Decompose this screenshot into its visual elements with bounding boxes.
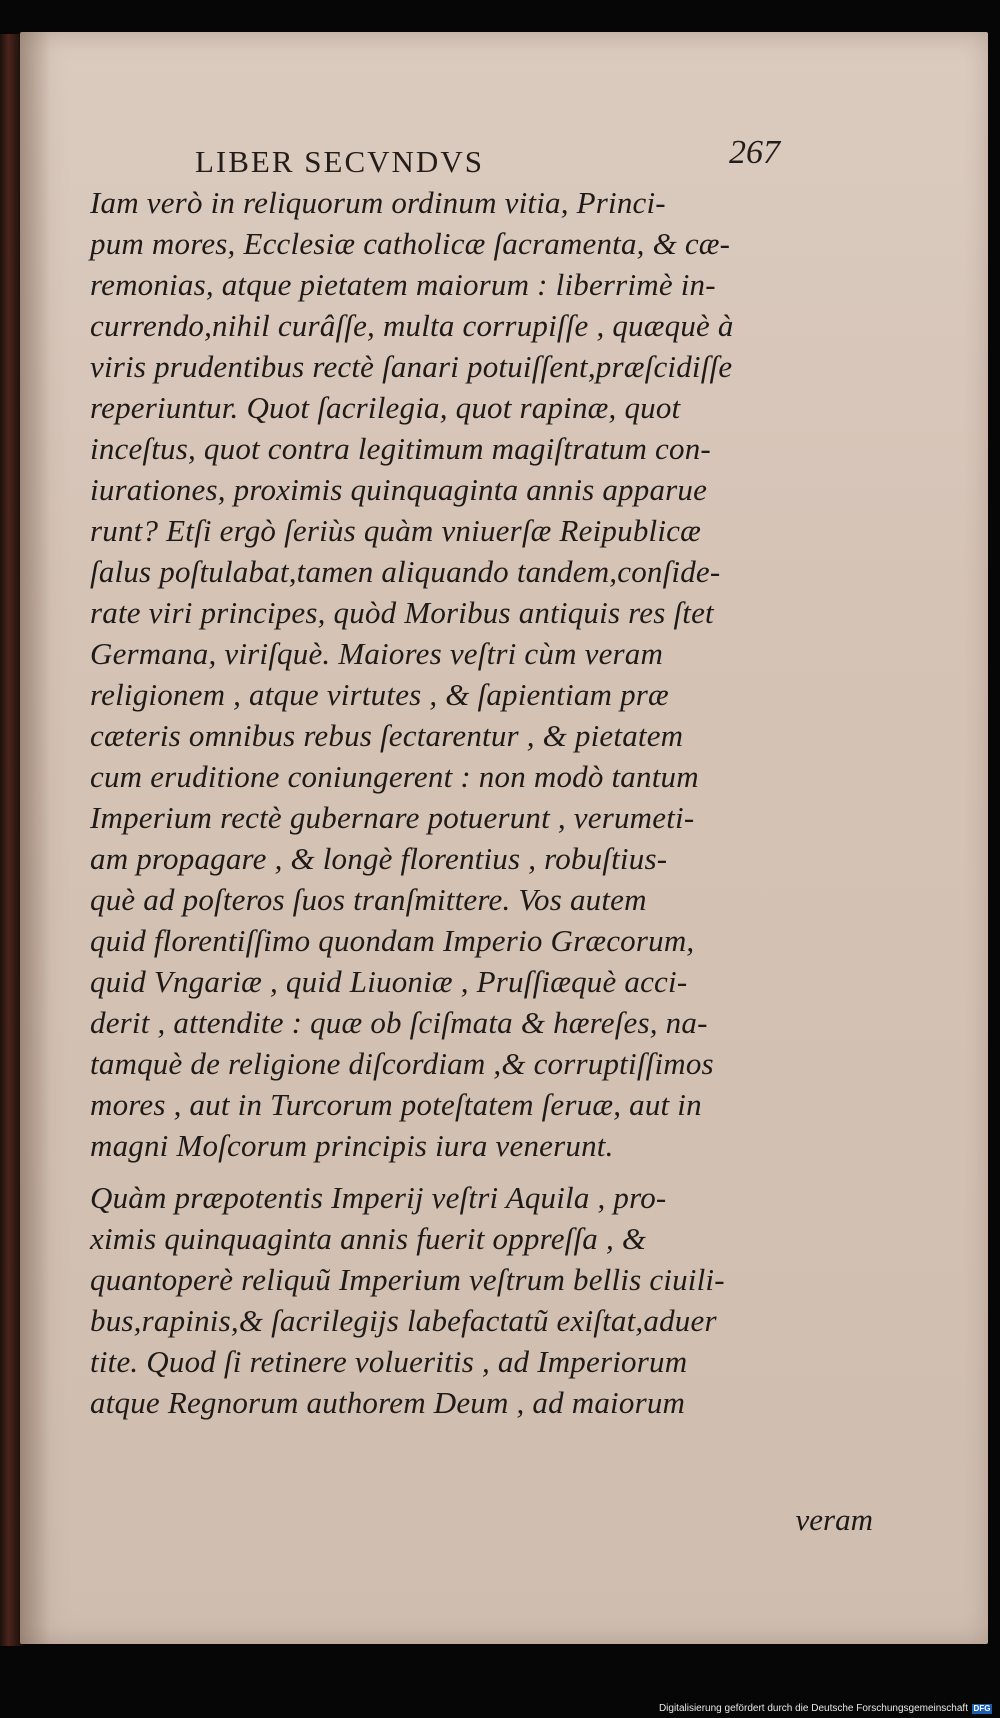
text-line: Quàm præpotentis Imperij veſtri Aquila , pro-	[90, 1180, 667, 1215]
text-line: mores , aut in Turcorum poteſtatem ſeruæ, aut in	[90, 1087, 702, 1122]
running-head	[195, 134, 835, 184]
text-line: Germana, viriſquè. Maiores veſtri cùm veram	[90, 636, 664, 671]
book-page	[20, 32, 988, 1644]
text-line: derit , attendite : quæ ob ſciſmata & hæreſes, na-	[90, 1005, 708, 1040]
text-line: atque Regnorum authorem Deum , ad maiorum	[90, 1385, 686, 1420]
text-line: remonias, atque pietatem maiorum : liberrimè in-	[90, 267, 716, 302]
text-line: viris prudentibus rectè ſanari potuiſſent,præſcidiſſe	[90, 349, 733, 384]
text-line: reperiuntur. Quot ſacrilegia, quot rapinæ, quot	[90, 390, 681, 425]
catchword: veram	[795, 1502, 873, 1537]
body-text	[90, 182, 850, 1562]
page-number: 267	[729, 134, 780, 171]
text-line: ſalus poſtulabat,tamen aliquando tandem,conſide-	[90, 554, 721, 589]
text-line: am propagare , & longè florentius , robuſtius-	[90, 841, 668, 876]
footer-credit-text: Digitalisierung gefördert durch die Deutsche Forschungsgemeinschaft	[658, 1703, 968, 1714]
text-line: cum eruditione coniungerent : non modò tantum	[90, 759, 699, 794]
running-title: LIBER SECVNDVS	[195, 144, 484, 179]
text-line: cæteris omnibus rebus ſectarentur , & pietatem	[90, 718, 684, 753]
text-line: inceſtus, quot contra legitimum magiſtratum con-	[90, 431, 711, 466]
text-line: què ad poſteros ſuos tranſmittere. Vos autem	[90, 882, 647, 917]
footer-credit	[659, 1703, 992, 1714]
text-line: currendo,nihil curâſſe, multa corrupiſſe , quæquè à	[90, 308, 734, 343]
text-line: bus,rapinis,& ſacrilegijs labefactatũ exiſtat,aduer	[90, 1303, 717, 1338]
text-line: quantoperè reliquũ Imperium veſtrum bellis ciuili-	[90, 1262, 725, 1297]
text-line: ximis quinquaginta annis fuerit oppreſſa , &	[90, 1221, 647, 1256]
text-line: iurationes, proximis quinquaginta annis apparue	[90, 472, 708, 507]
text-line: quid florentiſſimo quondam Imperio Græcorum,	[90, 923, 695, 958]
text-line: tamquè de religione diſcordiam ,& corruptiſſimos	[90, 1046, 714, 1081]
text-line: religionem , atque virtutes , & ſapientiam præ	[90, 677, 669, 712]
text-line: magni Moſcorum principis iura venerunt.	[90, 1128, 614, 1163]
text-line: rate viri principes, quòd Moribus antiquis res ſtet	[90, 595, 714, 630]
text-line: quid Vngariæ , quid Liuoniæ , Pruſſiæquè acci-	[90, 964, 688, 999]
dfg-logo: DFG	[973, 1703, 991, 1713]
text-line: Iam verò in reliquorum ordinum vitia, Princi-	[90, 185, 666, 220]
text-line: Imperium rectè gubernare potuerunt , verumeti-	[90, 800, 695, 835]
text-line: runt? Etſi ergò ſeriùs quàm vniuerſæ Reipublicæ	[90, 513, 701, 548]
text-line: pum mores, Ecclesiæ catholicæ ſacramenta, & cæ-	[90, 226, 731, 261]
text-line: tite. Quod ſi retinere volueritis , ad Imperiorum	[90, 1344, 688, 1379]
